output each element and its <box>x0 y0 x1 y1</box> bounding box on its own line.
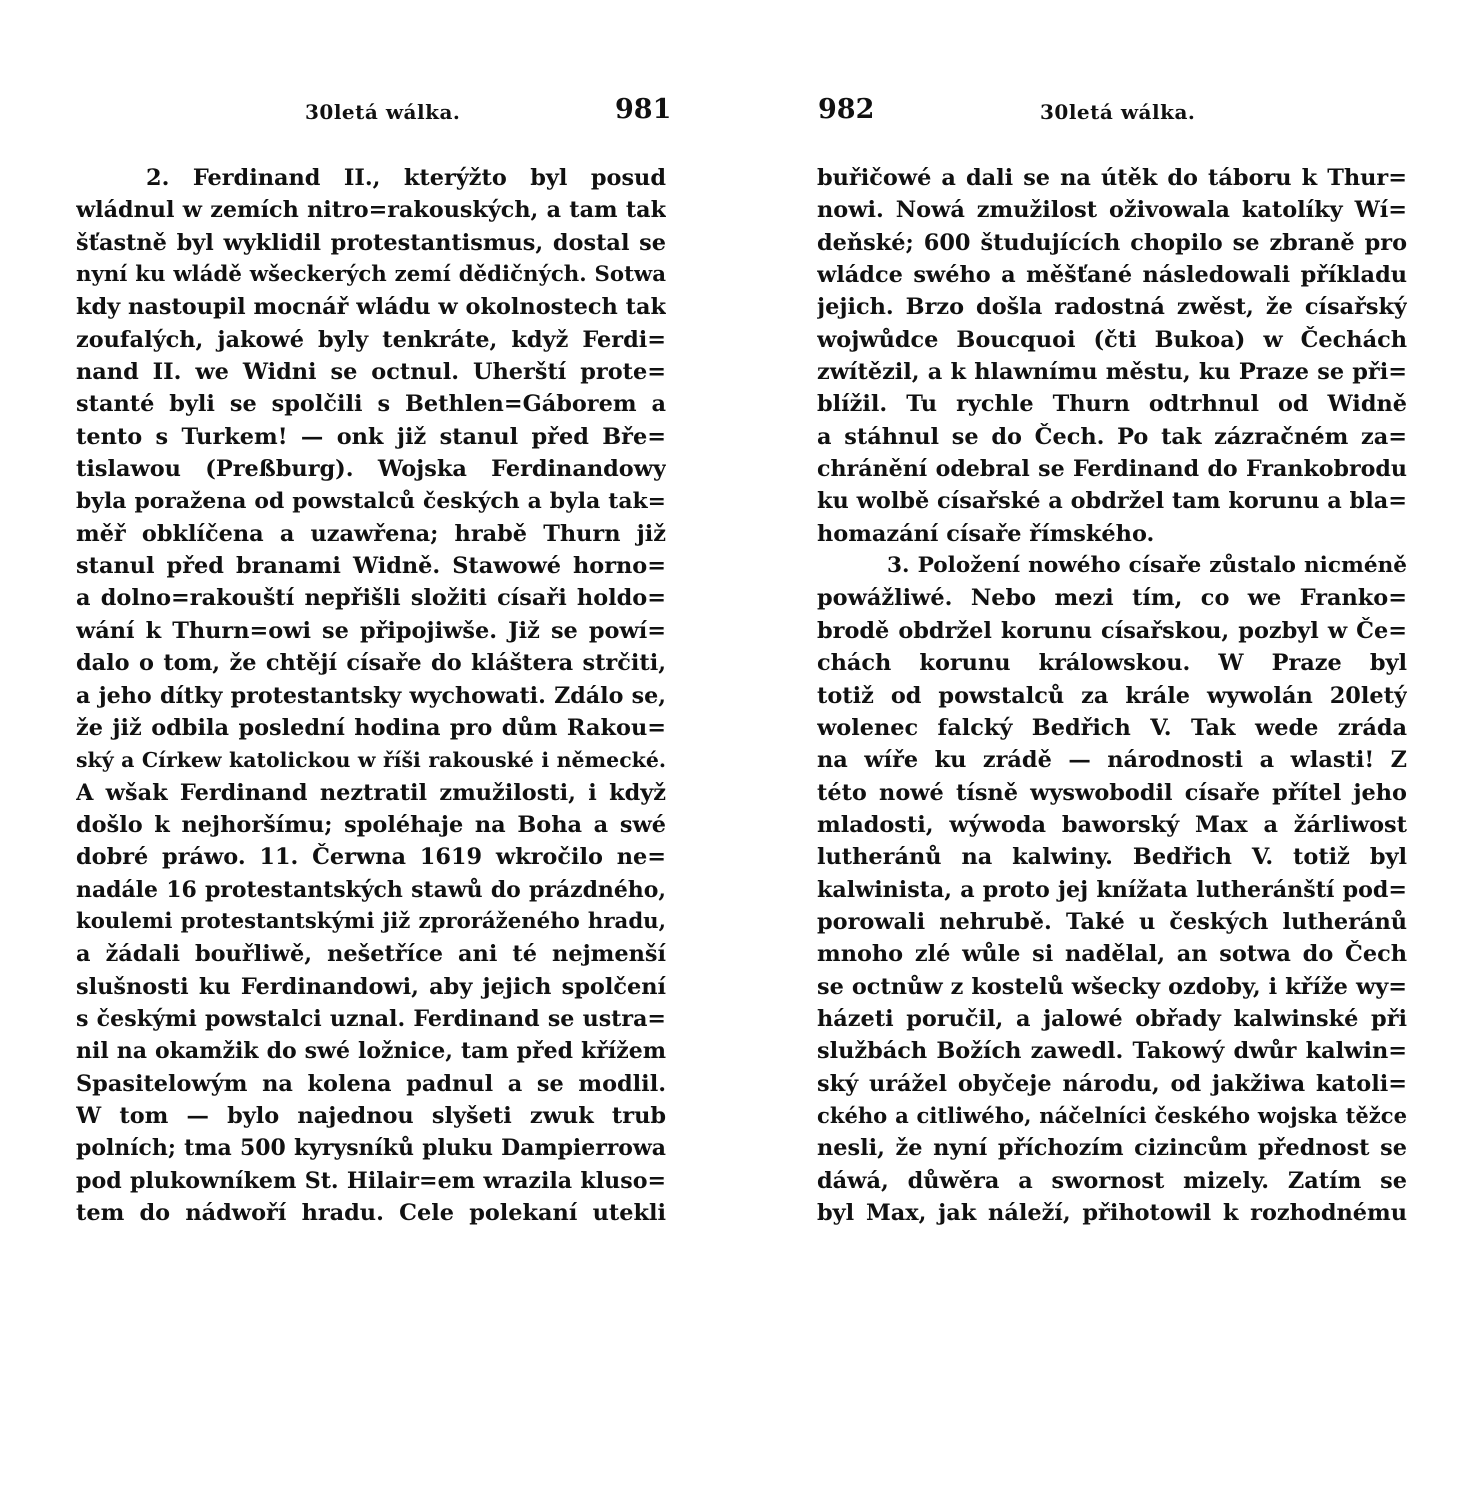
text-line: lutheránů na kalwiny. Bedřich V. totiž byl <box>817 844 1407 871</box>
text-line: totiž od powstalců za krále wywolán 20letý <box>817 682 1407 709</box>
text-line: stanul před branami Widně. Stawowé horno= <box>76 553 666 580</box>
text-line: zwítězil, a k hlawnímu městu, ku Praze se při= <box>817 359 1407 386</box>
text-line: blížil. Tu rychle Thurn odtrhnul od Widně <box>817 391 1407 418</box>
text-line: službách Božích zawedl. Takowý dwůr kalwin= <box>817 1038 1407 1065</box>
text-line: šťastně byl wyklidil protestantismus, dostal se <box>76 229 666 256</box>
text-line: W tom — bylo najednou slyšeti zwuk trub <box>76 1102 666 1129</box>
text-line: slušnosti ku Ferdinandowi, aby jejich spolčení <box>76 973 666 1000</box>
text-line: wládnul w zemích nitro=rakouských, a tam tak <box>76 197 666 224</box>
text-line: a jeho dítky protestantsky wychowati. Zdálo se, <box>76 682 666 709</box>
text-line: mladosti, wýwoda baworský Max a žárliwost <box>817 811 1407 838</box>
text-line: došlo k nejhoršímu; spoléhaje na Boha a swé <box>76 811 666 838</box>
text-line: házeti poručil, a jalowé obřady kalwinské při <box>817 1005 1407 1032</box>
left-page-number: 981 <box>615 94 672 125</box>
text-line: nil na okamžik do swé ložnice, tam před křížem <box>76 1038 666 1065</box>
paragraph-end-line: homazání císaře římského. <box>817 520 1155 547</box>
text-line: deňské; 600 študujících chopilo se zbraně pro <box>817 229 1407 256</box>
text-line: porowali nehrubě. Také u českých lutheránů <box>817 908 1407 935</box>
text-line: powážliwé. Nebo mezi tím, co we Franko= <box>817 585 1407 612</box>
text-line: dalo o tom, že chtějí císaře do kláštera strčiti, <box>76 650 666 677</box>
text-line: ský a Církew katolickou w říši rakouské i německé. <box>76 748 666 773</box>
text-line: této nowé tísně wyswobodil císaře přítel jeho <box>817 779 1407 806</box>
text-line: koulemi protestantskými již zproráženého hradu, <box>76 908 666 934</box>
text-line: že již odbila poslední hodina pro dům Rakou= <box>76 714 666 741</box>
text-line: Spasitelowým na kolena padnul a se modlil. <box>76 1070 666 1097</box>
text-line: dobré práwo. 11. Čerwna 1619 wkročilo ne= <box>76 844 666 871</box>
text-line: brodě obdržel korunu císařskou, pozbyl w Če= <box>817 617 1407 644</box>
text-line: byl Max, jak náleží, přihotowil k rozhodnému <box>817 1200 1407 1226</box>
text-line: jejich. Brzo došla radostná zwěst, že císařský <box>817 294 1407 321</box>
text-line: tislawou (Preßburg). Wojska Ferdinandowy <box>76 456 666 483</box>
text-line: s českými powstalci uznal. Ferdinand se ustra= <box>76 1005 666 1032</box>
text-line: kdy nastoupil mocnář wládu w okolnostech tak <box>76 294 666 321</box>
text-line: měř obklíčena a uzawřena; hrabě Thurn již <box>76 520 666 547</box>
text-line: pod plukowníkem St. Hilair=em wrazila kluso= <box>76 1167 666 1194</box>
text-line: 2. Ferdinand II., kterýžto byl posud <box>146 165 666 191</box>
text-line: a žádali bouřliwě, nešetříce ani té nejmenší <box>76 941 666 968</box>
text-line: 3. Položení nowého císaře zůstalo nicméně <box>887 553 1407 579</box>
text-line: chránění odebral se Ferdinand do Frankobrodu <box>817 456 1407 483</box>
text-line: dáwá, důwěra a swornost mizely. Zatím se <box>817 1167 1407 1194</box>
text-line: nesli, že nyní příchozím cizincům přednost se <box>817 1135 1407 1162</box>
right-page-number: 982 <box>818 94 875 125</box>
text-line: ský urážel obyčeje národu, od jakžiwa katoli= <box>817 1070 1407 1097</box>
text-line: wládce swého a měšťané následowali příkladu <box>817 262 1407 289</box>
text-line: a dolno=rakouští nepřišli složiti císaři holdo= <box>76 585 666 612</box>
text-line: wání k Thurn=owi se připojiwše. Již se powí= <box>76 617 666 644</box>
text-line: wojwůdce Boucquoi (čti Bukoa) w Čechách <box>817 326 1407 353</box>
text-line: na wíře ku zrádě — národnosti a wlasti! Z <box>817 747 1407 774</box>
text-line: a stáhnul se do Čech. Po tak zázračném za= <box>817 423 1407 450</box>
text-line: zoufalých, jakowé byly tenkráte, když Ferdi= <box>76 326 666 353</box>
text-line: polních; tma 500 kyrysníků pluku Dampierrowa <box>76 1135 666 1162</box>
text-line: tento s Turkem! — onk již stanul před Bře= <box>76 423 666 450</box>
text-line: tem do nádwoří hradu. Cele polekaní utekli <box>76 1200 666 1226</box>
text-line: kalwinista, a proto jej knížata lutheránští pod= <box>817 876 1407 903</box>
text-line: ku wolbě císařské a obdržel tam korunu a bla= <box>817 488 1407 515</box>
text-line: stanté byli se spolčili s Bethlen=Gáborem a <box>76 391 666 418</box>
right-running-title: 30letá wálka. <box>1040 100 1196 124</box>
right-page <box>740 0 1480 1500</box>
right-text-block <box>817 162 1407 1229</box>
text-line: nowi. Nowá zmužilost oživowala katolíky Wí= <box>817 197 1407 224</box>
text-line: se octnůw z kostelů wšecky ozdoby, i kříže wy= <box>817 973 1407 1000</box>
text-line: buřičowé a dali se na útěk do táboru k Thur= <box>817 165 1407 191</box>
text-line: wolenec falcký Bedřich V. Tak wede zráda <box>817 714 1407 741</box>
left-running-title: 30letá wálka. <box>305 100 461 124</box>
text-line: chách korunu králowskou. W Praze byl <box>817 650 1407 677</box>
text-line: nyní ku wládě wšeckerých zemí dědičných. Sotwa <box>76 262 666 288</box>
left-text-block <box>76 162 666 1229</box>
text-line: byla poražena od powstalců českých a byla tak= <box>76 488 666 515</box>
text-line: ckého a citliwého, náčelníci českého wojska těžce <box>817 1102 1407 1128</box>
text-line: mnoho zlé wůle si nadělal, an sotwa do Čech <box>817 941 1407 968</box>
text-line: nadále 16 protestantských stawů do prázdného, <box>76 876 666 903</box>
text-line: A wšak Ferdinand neztratil zmužilosti, i když <box>76 779 666 806</box>
text-line: nand II. we Widni se octnul. Uherští prote= <box>76 359 666 386</box>
